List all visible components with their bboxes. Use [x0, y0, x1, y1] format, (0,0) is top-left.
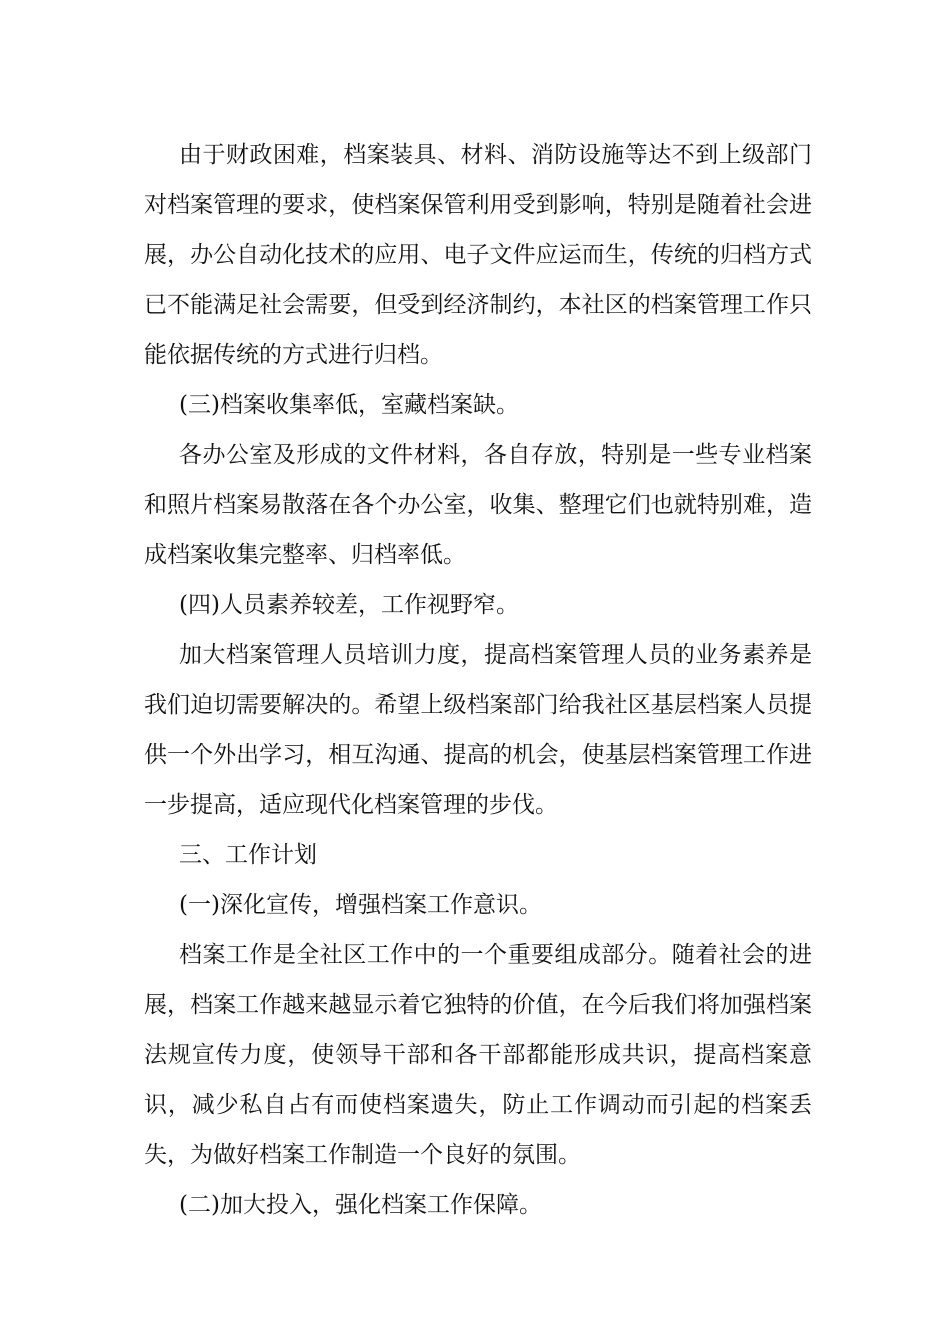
heading-increase-investment: (二)加大投入，强化档案工作保障。	[179, 1192, 542, 1218]
paragraph-collection-rate: 各办公室及形成的文件材料，各自存放，特别是一些专业档案和照片档案易散落在各个办公室，收集、整理它们也就特别难，造成档案收集完整率、归档率低。	[144, 442, 812, 568]
paragraph-deepen-publicity: 档案工作是全社区工作中的一个重要组成部分。随着社会的进展，档案工作越来越显示着它独特的价值，在今后我们将加强档案法规宣传力度，使领导干部和各干部都能形成共识，提高档案意识，减少私自占有而使档案遗失，防止工作调动而引起的档案丢失，为做好档案工作制造一个良好的氛围。	[144, 942, 812, 1168]
heading-collection-rate: (三)档案收集率低，室藏档案缺。	[179, 392, 519, 418]
paragraph-budget-difficulty: 由于财政困难，档案装具、材料、消防设施等达不到上级部门对档案管理的要求，使档案保管利用受到影响，特别是随着社会进展，办公自动化技术的应用、电子文件应运而生，传统的归档方式已不能满足社会需要，但受到经济制约，本社区的档案管理工作只能依据传统的方式进行归档。	[144, 142, 812, 368]
heading-work-plan: 三、工作计划	[179, 842, 317, 868]
heading-staff-quality: (四)人员素养较差，工作视野窄。	[179, 592, 519, 618]
document-body	[144, 130, 812, 1230]
paragraph-staff-quality: 加大档案管理人员培训力度，提高档案管理人员的业务素养是我们迫切需要解决的。希望上级档案部门给我社区基层档案人员提供一个外出学习，相互沟通、提高的机会，使基层档案管理工作进一步提高，适应现代化档案管理的步伐。	[144, 642, 812, 818]
heading-deepen-publicity: (一)深化宣传，增强档案工作意识。	[179, 892, 542, 918]
